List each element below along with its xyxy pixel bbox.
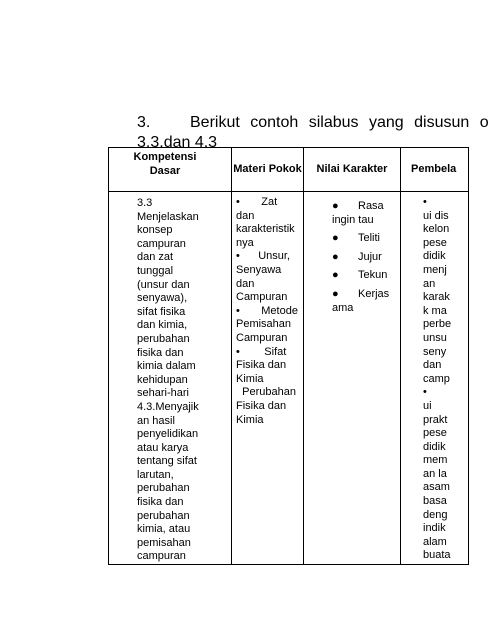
mp-line: Kimia bbox=[236, 413, 264, 426]
syllabus-table bbox=[108, 147, 469, 565]
kd-line: pemisahan bbox=[137, 536, 191, 549]
nilai-item-sub: ama bbox=[332, 301, 354, 314]
mp-line: • Zat dan bbox=[236, 196, 278, 222]
kd-line: dan zat bbox=[137, 251, 174, 264]
mp-line: Perubahan bbox=[236, 386, 296, 399]
list-item bbox=[332, 288, 396, 315]
kd-line: penyelidikan bbox=[137, 428, 199, 441]
kd-line: fisika dan bbox=[137, 346, 184, 359]
bullet-icon: ● bbox=[332, 250, 339, 263]
nilai-karakter-cell bbox=[304, 192, 401, 565]
pb-line: karak bbox=[423, 291, 450, 304]
kd-line: perubahan bbox=[137, 509, 190, 522]
pb-line: asam bbox=[423, 481, 450, 494]
bullet-icon: ● bbox=[332, 287, 339, 300]
pb-line: • bbox=[423, 196, 427, 208]
table-header-row bbox=[109, 148, 469, 192]
kd-line: atau karya bbox=[137, 441, 189, 454]
list-item bbox=[332, 200, 396, 227]
kd-line: 3.3 bbox=[137, 197, 153, 209]
pb-line: camp bbox=[423, 372, 450, 385]
nilai-item-label: Kerjas bbox=[358, 287, 390, 300]
kd-line: perubahan bbox=[137, 482, 190, 495]
pb-line: an bbox=[423, 277, 436, 290]
mp-line: Pemisahan bbox=[236, 318, 292, 331]
nilai-item-label: Rasa bbox=[358, 200, 384, 212]
mp-line: Fisika dan bbox=[236, 399, 287, 412]
kd-line: konsep bbox=[137, 224, 173, 237]
pb-line: • bbox=[423, 386, 427, 399]
nilai-item-label: Teliti bbox=[358, 232, 381, 245]
pb-line: indik bbox=[423, 522, 446, 535]
heading-line-2: 3.3.dan 4.3 bbox=[137, 134, 218, 151]
materi-pokok-cell bbox=[232, 192, 304, 565]
heading-line-1: Berikut contoh silabus yang disusun o bbox=[190, 114, 489, 131]
nilai-item-sub: ingin tau bbox=[332, 213, 374, 226]
header-pembelajaran: Pembela bbox=[401, 148, 469, 192]
pb-line: alam bbox=[423, 535, 447, 548]
kd-line: Menjelaskan bbox=[137, 210, 199, 223]
kd-line: campuran bbox=[137, 237, 186, 250]
kd-line: senyawa), bbox=[137, 292, 188, 305]
mp-line: Campuran bbox=[236, 331, 288, 344]
table-row bbox=[109, 192, 469, 565]
kd-line: larutan, bbox=[137, 468, 174, 481]
kd-line: campuran bbox=[137, 550, 186, 563]
pb-line: deng bbox=[423, 508, 448, 521]
mp-line: dan bbox=[236, 277, 255, 290]
pb-line: didik bbox=[423, 440, 446, 453]
kd-line: kimia dalam bbox=[137, 360, 196, 373]
pb-line: basa bbox=[423, 495, 447, 508]
bullet-icon: ● bbox=[332, 200, 339, 212]
kd-line: fisika dan bbox=[137, 496, 184, 509]
mp-line: • Sifat bbox=[236, 345, 287, 358]
pb-line: buata bbox=[423, 549, 451, 562]
kd-line: dan kimia, bbox=[137, 319, 188, 332]
pb-line: prakt bbox=[423, 413, 448, 426]
pb-line: dan bbox=[423, 359, 442, 372]
list-item bbox=[332, 251, 396, 265]
pb-line: an la bbox=[423, 467, 447, 480]
pb-line: mem bbox=[423, 454, 448, 467]
header-nilai-karakter: Nilai Karakter bbox=[304, 148, 401, 192]
pb-line: perbe bbox=[423, 318, 452, 331]
pb-line: ui bbox=[423, 399, 432, 412]
pb-line: didik bbox=[423, 250, 446, 263]
bullet-icon: ● bbox=[332, 269, 339, 282]
bullet-icon: ● bbox=[332, 232, 339, 245]
kd-line: sifat fisika bbox=[137, 305, 186, 318]
mp-line: • Unsur, bbox=[236, 250, 290, 263]
header-kompetensi-dasar: Kompetensi Dasar bbox=[109, 148, 232, 192]
nilai-item-label: Tekun bbox=[358, 269, 388, 282]
kd-line: (unsur dan bbox=[137, 278, 190, 291]
kd-line: perubahan bbox=[137, 332, 190, 345]
pembelajaran-cell bbox=[401, 192, 469, 565]
kd-line: an hasil bbox=[137, 414, 175, 427]
mp-line: Senyawa bbox=[236, 263, 282, 276]
pb-line: k ma bbox=[423, 304, 447, 317]
kd-line: sehari-hari bbox=[137, 387, 189, 400]
pb-line: pese bbox=[423, 236, 447, 249]
kd-line: tentang sifat bbox=[137, 455, 197, 468]
mp-line: • Metode bbox=[236, 304, 298, 317]
mp-line: Campuran bbox=[236, 291, 288, 304]
pb-line: unsu bbox=[423, 331, 447, 344]
kd-line: tunggal bbox=[137, 264, 174, 277]
pb-line: ui dis bbox=[423, 209, 449, 222]
list-item bbox=[332, 232, 396, 246]
pb-line: pese bbox=[423, 427, 447, 440]
nilai-item-label: Jujur bbox=[358, 250, 382, 263]
kompetensi-cell bbox=[109, 192, 232, 565]
header-materi-pokok: Materi Pokok bbox=[232, 148, 304, 192]
kd-line: kimia, atau bbox=[137, 523, 191, 536]
pb-line: menj bbox=[423, 263, 447, 276]
pb-line: seny bbox=[423, 345, 447, 358]
mp-line: Fisika dan bbox=[236, 359, 287, 372]
heading-number: 3. bbox=[137, 114, 151, 131]
mp-line: Kimia bbox=[236, 372, 264, 385]
list-item bbox=[332, 269, 396, 283]
mp-line: karakteristik bbox=[236, 223, 295, 236]
pb-line: kelon bbox=[423, 223, 450, 236]
kd-line: kehidupan bbox=[137, 373, 188, 386]
kd-line: 4.3.Menyajik bbox=[137, 400, 199, 413]
mp-line: nya bbox=[236, 236, 254, 249]
